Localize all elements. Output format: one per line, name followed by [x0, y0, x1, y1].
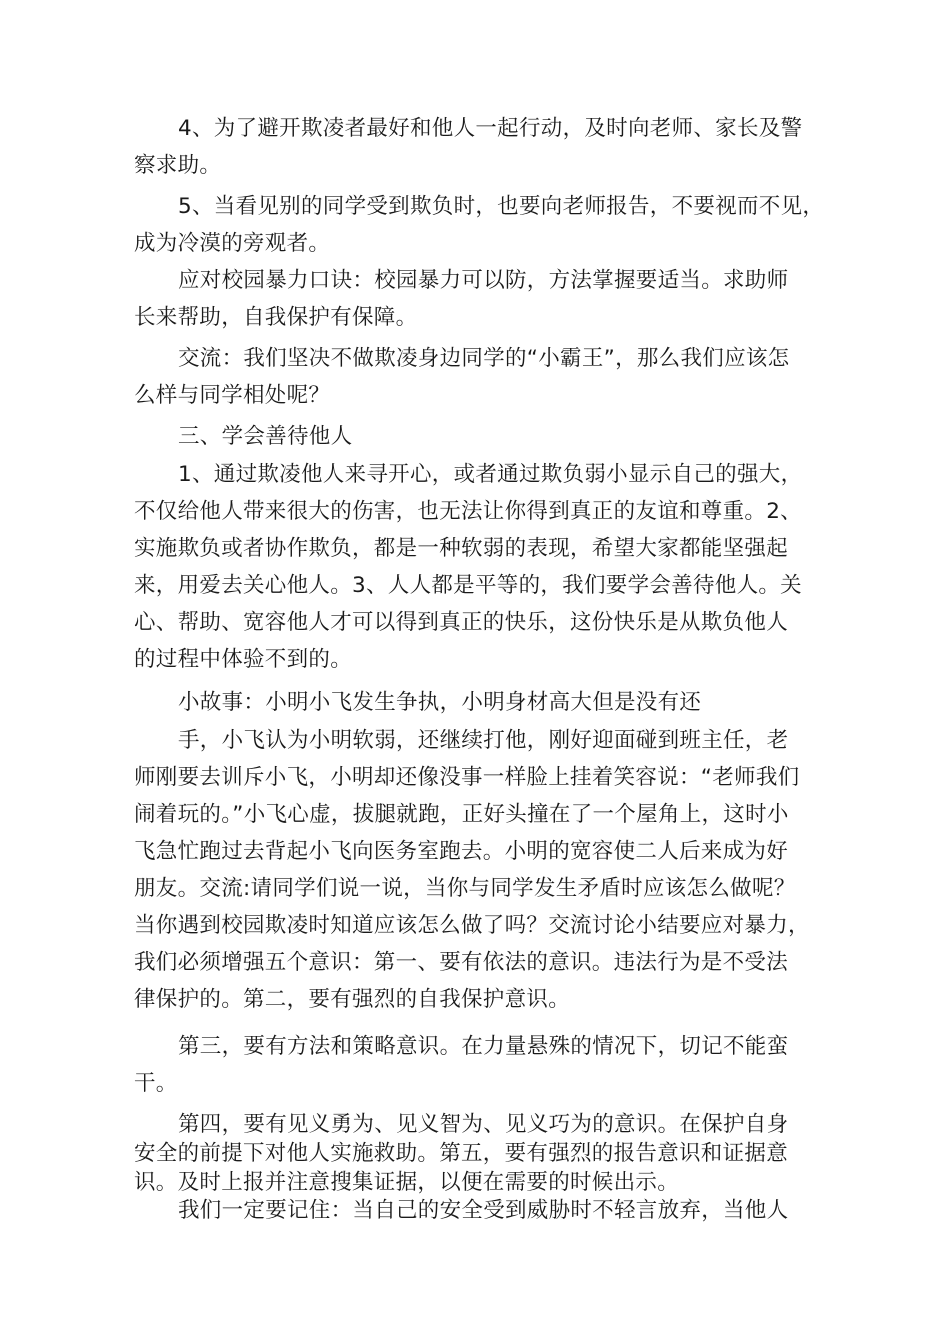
- text-line: 朋友。交流:请同学们说一说，当你与同学发生矛盾时应该怎么做呢？: [134, 876, 796, 901]
- paragraph-third: [134, 1028, 824, 1102]
- text-line: 第四，要有见义勇为、见义智为、见义巧为的意识。在保护自身: [178, 1112, 789, 1137]
- paragraph-remember: [134, 1192, 824, 1229]
- text-line: 手，小飞认为小明软弱，还继续打他，刚好迎面碰到班主任，老: [178, 728, 789, 753]
- paragraph-discussion: [134, 340, 824, 414]
- text-line: 闹着玩的。”小飞心虚，拔腿就跑，正好头撞在了一个屋角上，这时小: [134, 802, 789, 827]
- text-line: 识。及时上报并注意搜集证据，以便在需要的时候出示。: [134, 1170, 680, 1195]
- text-line: 么样与同学相处呢？: [134, 383, 331, 408]
- text-line: 长来帮助，自我保护有保障。: [134, 305, 418, 330]
- text-line: 1、通过欺凌他人来寻开心，或者通过欺负弱小显示自己的强大，: [178, 462, 803, 487]
- paragraph-item-4: [134, 110, 824, 184]
- text-line: 律保护的。第二，要有强烈的自我保护意识。: [134, 987, 571, 1012]
- paragraph-fourth-fifth: [134, 1110, 824, 1197]
- text-line: 5、当看见别的同学受到欺负时，也要向老师报告，不要视而不见，: [178, 194, 825, 219]
- text-line: 我们一定要记住：当自己的安全受到威胁时不轻言放弃，当他人: [178, 1198, 789, 1223]
- text-line: 当你遇到校园欺凌时知道应该怎么做了吗？交流讨论小结要应对暴力，: [134, 913, 810, 938]
- text-line: 我们必须增强五个意识：第一、要有依法的意识。违法行为是不受法: [134, 950, 789, 975]
- text-line: 心、帮助、宽容他人才可以得到真正的快乐，这份快乐是从欺负他人: [134, 610, 789, 635]
- text-line: 师刚要去训斥小飞，小明却还像没事一样脸上挂着笑容说：“老师我们: [134, 765, 800, 790]
- text-line: 察求助。: [134, 153, 222, 178]
- text-line: 实施欺负或者协作欺负，都是一种软弱的表现，希望大家都能坚强起: [134, 536, 789, 561]
- text-line: 4、为了避开欺凌者最好和他人一起行动，及时向老师、家长及警: [178, 116, 803, 141]
- text-line: 应对校园暴力口诀：校园暴力可以防，方法掌握要适当。求助师: [178, 268, 789, 293]
- text-line: 小故事：小明小飞发生争执，小明身材高大但是没有还: [178, 690, 702, 715]
- text-line: 不仅给他人带来很大的伤害，也无法让你得到真正的友谊和尊重。2、: [134, 499, 802, 524]
- text-line: 成为冷漠的旁观者。: [134, 231, 331, 256]
- paragraph-treat-others: [134, 456, 824, 678]
- text-line: 干。: [134, 1071, 178, 1096]
- text-line: 三、学会善待他人: [178, 424, 353, 449]
- text-line: 的过程中体验不到的。: [134, 647, 353, 672]
- section-heading: [134, 418, 824, 455]
- text-line: 第三，要有方法和策略意识。在力量悬殊的情况下，切记不能蛮: [178, 1034, 789, 1059]
- paragraph-story-intro: [134, 684, 824, 721]
- text-line: 安全的前提下对他人实施救助。第五，要有强烈的报告意识和证据意: [134, 1141, 789, 1166]
- paragraph-item-5: [134, 188, 824, 262]
- text-line: 交流：我们坚决不做欺凌身边同学的“小霸王”，那么我们应该怎: [178, 346, 790, 371]
- text-line: 来，用爱去关心他人。3、人人都是平等的，我们要学会善待他人。关: [134, 573, 802, 598]
- text-line: 飞急忙跑过去背起小飞向医务室跑去。小明的宽容使二人后来成为好: [134, 839, 789, 864]
- paragraph-slogan: [134, 262, 824, 336]
- paragraph-story: [134, 722, 824, 1018]
